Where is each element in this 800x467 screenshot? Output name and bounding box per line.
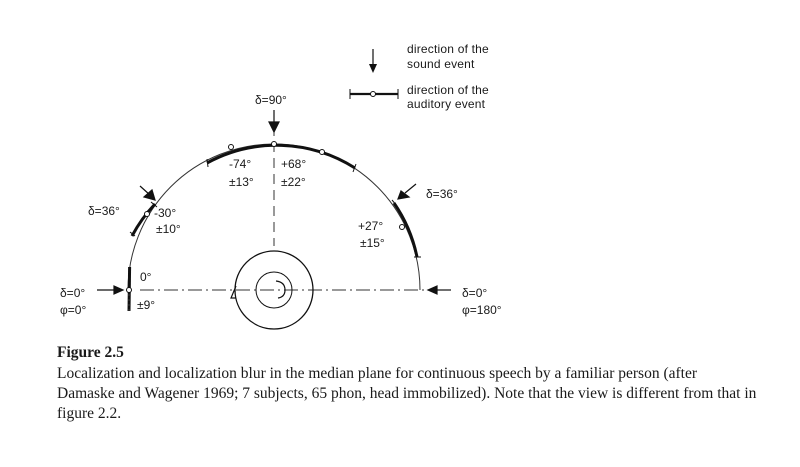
- label-upper-right: δ=36°: [426, 187, 458, 201]
- loc-plus68-mean: +68°: [281, 157, 307, 171]
- loc-minus74-blur: ±13°: [229, 175, 254, 189]
- caption-body: Localization and localization blur in the median plane for continuous speech by a familiar person (after Damaske and Wagener 1969; 7 subjects, 65 phon, head immobilized). Note that the view is different from that in figure 2.2.: [57, 365, 757, 422]
- figure-caption: [57, 343, 757, 424]
- loc-minus30-blur: ±10°: [156, 222, 181, 236]
- loc-plus27-mean: +27°: [358, 219, 384, 233]
- sound-event-arrows: [97, 110, 451, 294]
- legend-auditory-line2: auditory event: [407, 97, 486, 111]
- loc-plus27-blur: ±15°: [360, 236, 385, 250]
- label-back-phi: φ=180°: [462, 303, 502, 317]
- legend-sound-line2: sound event: [407, 57, 475, 71]
- loc-plus68-blur: ±22°: [281, 175, 306, 189]
- ear-shape: [276, 281, 285, 298]
- legend-auditory-line1: direction of the: [407, 83, 489, 97]
- loc-minus74-mean: -74°: [229, 157, 252, 171]
- label-front-delta: δ=0°: [60, 286, 86, 300]
- label-upper-left: δ=36°: [88, 204, 120, 218]
- loc-front-blur: ±9°: [137, 298, 156, 312]
- legend: [350, 42, 489, 111]
- legend-sound-line1: direction of the: [407, 42, 489, 56]
- label-top: δ=90°: [255, 93, 287, 107]
- label-back-delta: δ=0°: [462, 286, 488, 300]
- loc-minus30-mean: -30°: [154, 206, 177, 220]
- blur-arc-minus30: [132, 204, 155, 236]
- label-front-phi: φ=0°: [60, 303, 87, 317]
- loc-front-mean: 0°: [140, 270, 152, 284]
- caption-title: Figure 2.5: [57, 344, 124, 361]
